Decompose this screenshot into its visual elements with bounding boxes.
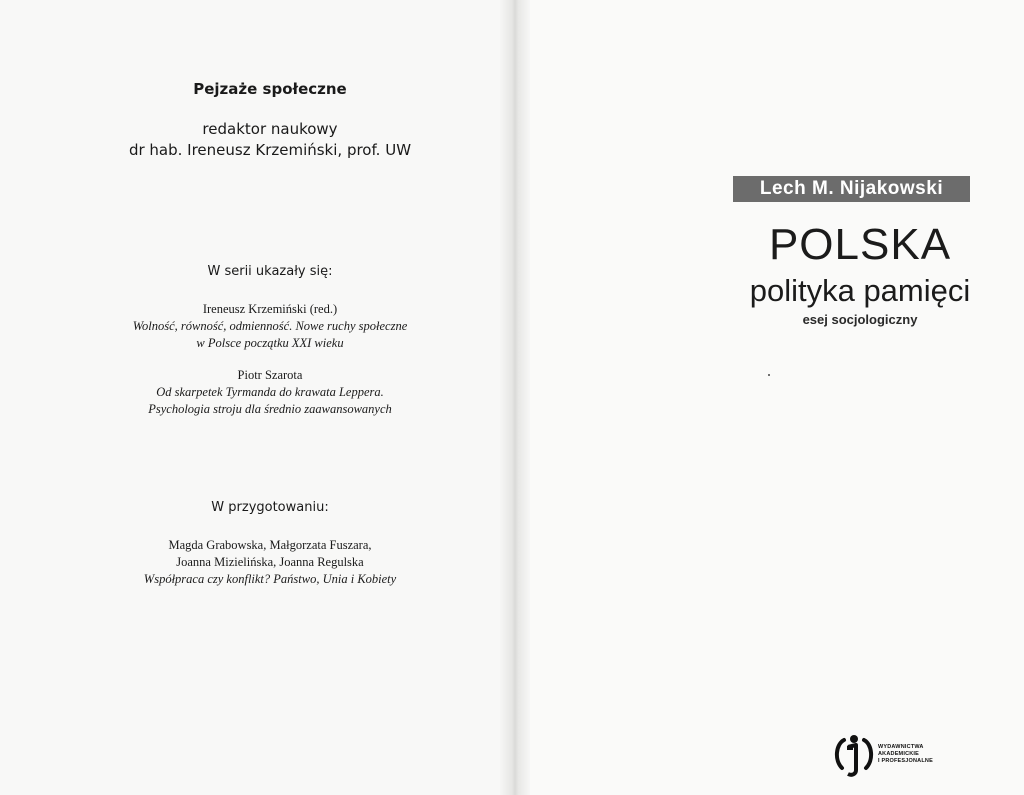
publisher-line: WYDAWNICTWA xyxy=(878,744,924,750)
book-title: POLSKA xyxy=(768,220,952,269)
preparing-book-1 xyxy=(0,537,512,588)
book-title-line: Psychologia stroju dla średnio zaawansowanych xyxy=(148,402,392,416)
author-name: Lech M. Nijakowski xyxy=(733,176,970,202)
editor-name: dr hab. Ireneusz Krzemiński, prof. UW xyxy=(128,141,412,159)
preparing-heading: W przygotowaniu: xyxy=(211,500,329,515)
book-title-line: Wolność, równość, odmienność. Nowe ruchy społeczne xyxy=(132,319,408,333)
published-heading: W serii ukazały się: xyxy=(207,264,333,279)
publisher-imprint xyxy=(832,730,952,780)
book-title: Współpraca czy konflikt? Państwo, Unia i Kobiety xyxy=(143,572,397,586)
editor-role: redaktor naukowy xyxy=(202,120,338,138)
book-title-line: w Polsce początku XXI wieku xyxy=(196,336,344,350)
book-author-line: Joanna Mizielińska, Joanna Regulska xyxy=(176,555,364,569)
book-title-line: Od skarpetek Tyrmanda do krawata Leppera. xyxy=(156,385,384,399)
speck xyxy=(768,374,770,376)
series-title: Pejzaże społeczne xyxy=(193,80,347,98)
book-author: Piotr Szarota xyxy=(237,368,303,382)
publisher-line: I PROFESJONALNE xyxy=(878,758,933,764)
right-page xyxy=(512,0,1024,795)
published-book-1 xyxy=(0,301,512,352)
book-tagline: esej socjologiczny xyxy=(802,312,918,327)
publisher-line: AKADEMICKIE xyxy=(878,751,920,757)
wap-logo-icon xyxy=(832,730,876,778)
publisher-name xyxy=(878,744,933,765)
book-author-line: Magda Grabowska, Małgorzata Fuszara, xyxy=(168,538,372,552)
published-book-2 xyxy=(0,367,512,418)
book-gutter xyxy=(500,0,530,795)
book-author: Ireneusz Krzemiński (red.) xyxy=(202,302,338,316)
book-subtitle: polityka pamięci xyxy=(749,273,971,308)
